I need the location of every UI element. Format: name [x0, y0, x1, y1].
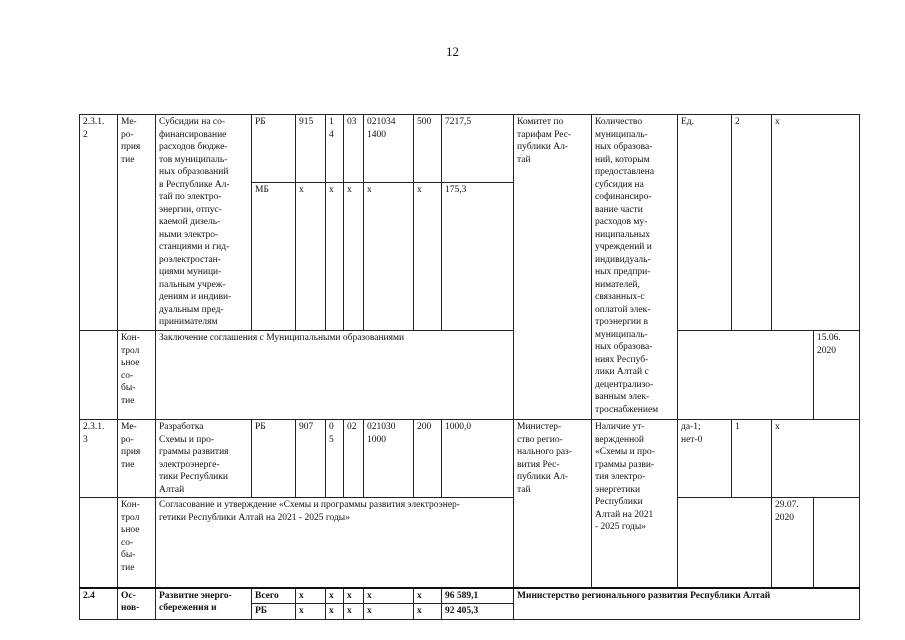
grbs-code: 915 — [296, 115, 326, 183]
grbs-code: х — [296, 604, 326, 620]
pr-code: х — [344, 183, 364, 331]
funding-source: Всего — [252, 588, 296, 604]
row-number: 2.3.1. 3 — [80, 420, 118, 498]
row-type: Кон- трол ьное со- бы- тие — [118, 498, 156, 588]
grbs-code: х — [296, 183, 326, 331]
table-row — [80, 498, 860, 588]
table-row — [80, 331, 860, 420]
funding-source: МБ — [252, 183, 296, 331]
indicator-value: 1 — [732, 420, 772, 498]
pr-code: 02 — [344, 420, 364, 498]
rz-code: х — [326, 604, 344, 620]
row-type: Ме- ро- прия тие — [118, 420, 156, 498]
vr-code: х — [414, 604, 442, 620]
pr-code: х — [344, 604, 364, 620]
csr-code: 021030 1000 — [364, 420, 414, 498]
funding-source: РБ — [252, 604, 296, 620]
row-type: Ос- нов- — [118, 588, 156, 620]
row-type: Кон- трол ьное со- бы- тие — [118, 331, 156, 420]
unit: Ед. — [678, 115, 732, 331]
grbs-code: 907 — [296, 420, 326, 498]
date-cell: х — [772, 115, 860, 331]
amount: 92 405,3 — [442, 604, 514, 620]
row-name: Субсидии на со- финансирование расходов бюдже- тов муниципаль- ных образований в Республике Ал- тай по электро- энергии, отпус- каемой дизель- ными электро- станциями и гид- роэлектростан- циями муници- пальным учреж- дениям и индиви- дуальным пред- принимателям — [156, 115, 252, 331]
unit: да-1; нет-0 — [678, 420, 732, 498]
date-cell: х — [772, 420, 860, 498]
table-row — [80, 115, 860, 183]
row-number: 2.4 — [80, 588, 118, 620]
csr-code: х — [364, 588, 414, 604]
table-row — [80, 420, 860, 498]
grbs-code: х — [296, 588, 326, 604]
executor: Министер- ство регио- нального раз- вития Рес- публики Ал- тай — [514, 420, 592, 588]
amount: 175,3 — [442, 183, 514, 331]
vr-code: х — [414, 183, 442, 331]
rz-code: х — [326, 183, 344, 331]
table-row — [80, 588, 860, 604]
indicator: Наличие ут- вержденной «Схемы и про- граммы разви- тия электро- энергетики Республики Алтай на 2021 - 2025 годы» — [592, 420, 678, 588]
executor: Министерство регионального развития Республики Алтай — [514, 588, 860, 620]
row-type: Ме- ро- прия тие — [118, 115, 156, 331]
rz-code: 1 4 — [326, 115, 344, 183]
csr-code: х — [364, 183, 414, 331]
vr-code: 500 — [414, 115, 442, 183]
vr-code: х — [414, 588, 442, 604]
executor: Комитет по тарифам Рес- публики Ал- тай — [514, 115, 592, 420]
pr-code: х — [344, 588, 364, 604]
row-name: Разработка Схемы и про- граммы развития электроэнерге- тики Республики Алтай — [156, 420, 252, 498]
pr-code: 03 — [344, 115, 364, 183]
control-event-date: 15.06. 2020 — [814, 331, 860, 420]
csr-code: 021034 1400 — [364, 115, 414, 183]
amount: 7217,5 — [442, 115, 514, 183]
rz-code: х — [326, 588, 344, 604]
control-event-date: 29.07. 2020 — [772, 498, 814, 588]
vr-code: 200 — [414, 420, 442, 498]
indicator-value: 2 — [732, 115, 772, 331]
row-name: Развитие энерго- сбережения и — [156, 588, 252, 620]
page-number: 12 — [446, 44, 459, 59]
rz-code: 0 5 — [326, 420, 344, 498]
control-event-text: Согласование и утверждение «Схемы и программы развития электроэнер- гетики Республики Алтай на 2021 - 2025 годы» — [156, 498, 514, 588]
indicator: Количество муниципаль- ных образова- ний, которым предоставлена субсидия на софинансиро- вание части расходов му- ниципальных учреждений и индивидуаль- ных предпри- нимателей, связанных-с оплатой элек- троэнергии в муниципаль- ных образова- ниях Респуб- лики Алтай с децентрализо- ванным элек- троснабжением — [592, 115, 678, 420]
funding-source: РБ — [252, 115, 296, 183]
funding-source: РБ — [252, 420, 296, 498]
control-event-text: Заключение соглашения с Муниципальными образованиями — [156, 331, 514, 420]
row-number: 2.3.1. 2 — [80, 115, 118, 331]
program-table — [79, 114, 860, 620]
amount: 1000,0 — [442, 420, 514, 498]
amount: 96 589,1 — [442, 588, 514, 604]
csr-code: х — [364, 604, 414, 620]
